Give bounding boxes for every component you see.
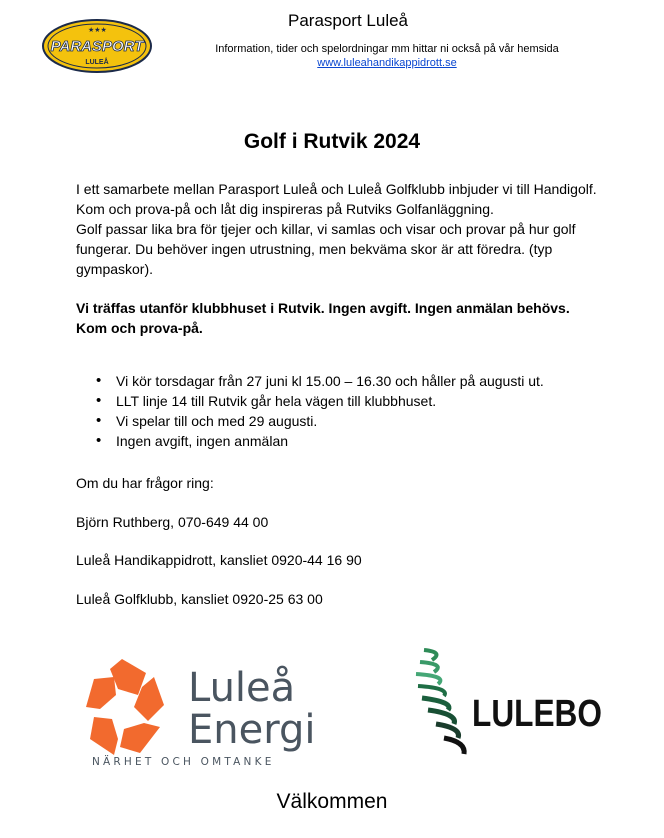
parasport-logo-text: PARASPORT [50, 38, 144, 55]
meeting-line: Vi träffas utanför klubbhuset i Rutvik. Ingen avgift. Ingen anmälan behövs. [76, 300, 570, 316]
lulea-energi-star-icon [86, 659, 164, 755]
list-item: • Vi spelar till och med 29 augusti. [96, 411, 544, 431]
meeting-line: Kom och prova-på. [76, 320, 203, 336]
lulea-energi-word-2: Energi [188, 707, 316, 753]
parasport-logo-subtext: LULEÅ [85, 59, 109, 66]
list-item: • LLT linje 14 till Rutvik går hela vägen till klubbhuset. [96, 391, 544, 411]
questions-label: Om du har frågor ring: [76, 475, 214, 491]
intro-line: Kom och prova-på och låt dig inspireras på Rutviks Golfanläggning. [76, 201, 494, 217]
info-line: Information, tider och spelordningar mm hittar ni också på vår hemsida [215, 43, 559, 55]
lulea-energi-word-1: Luleå [188, 665, 296, 711]
meeting-info [76, 298, 636, 338]
contact-line: Björn Ruthberg, 070-649 44 00 [76, 514, 269, 530]
list-item: • Ingen avgift, ingen anmälan [96, 431, 544, 451]
lulebo-logo [410, 648, 606, 758]
contact-line: Luleå Handikappidrott, kansliet 0920-44 16 90 [76, 552, 362, 568]
welcome-text: Välkommen [276, 790, 388, 813]
intro-line: I ett samarbete mellan Parasport Luleå och Luleå Golfklubb inbjuder vi till Handigolf. [76, 181, 597, 197]
page-title: Golf i Rutvik 2024 [243, 130, 421, 153]
intro-line: Golf passar lika bra för tjejer och killar, vi samlas och visar och provar på hur golf [76, 221, 576, 237]
lulea-energi-tagline: NÄRHET OCH OMTANKE [92, 756, 275, 768]
intro-paragraph [76, 179, 636, 279]
schedule-list [96, 371, 544, 451]
lulea-energi-logo [84, 655, 354, 770]
website-link-row [0, 57, 664, 69]
list-item: • Vi kör torsdagar från 27 juni kl 15.00 – 16.30 och håller på augusti ut. [96, 371, 544, 391]
intro-line: gympaskor). [76, 261, 154, 277]
website-link[interactable]: www.luleahandikappidrott.se [317, 57, 457, 69]
intro-line: fungerar. Du behöver ingen utrustning, men bekväma skor är att föredra. (typ [76, 241, 553, 257]
org-title: Parasport Luleå [287, 11, 409, 30]
lulebo-wordmark: LULEBO [472, 693, 602, 735]
svg-text:★★★: ★★★ [88, 26, 107, 34]
contact-line: Luleå Golfklubb, kansliet 0920-25 63 00 [76, 591, 323, 607]
lulebo-stripes-icon [416, 650, 464, 754]
